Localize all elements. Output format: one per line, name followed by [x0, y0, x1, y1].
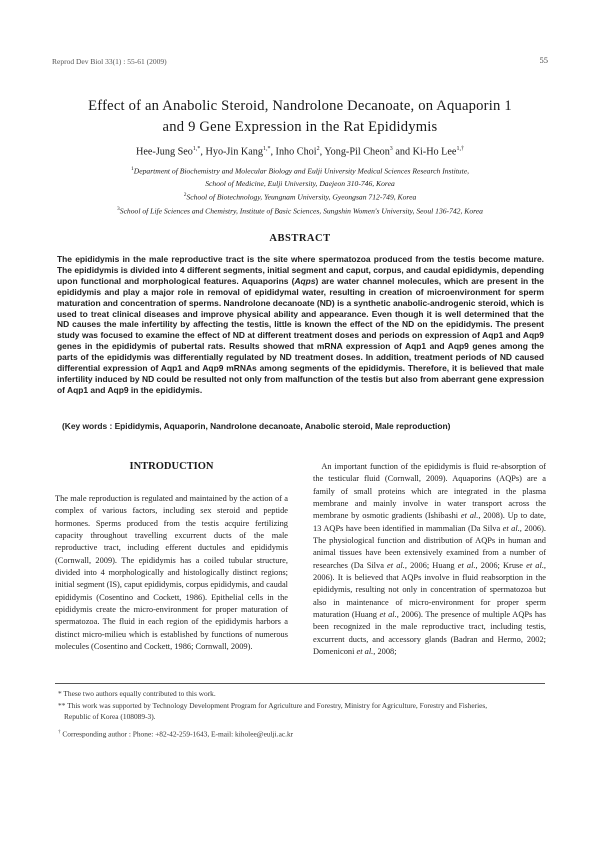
affiliation-marker: 2	[183, 192, 187, 198]
introduction-left-column: The male reproduction is regulated and maintained by the action of a complex of various factors, including sex steroid and peptide hormones. Sperms produced from the testis acquire fertilizing capacity throughout travelling excurrent ducts of the male reproductive tract, including efferent ductules and epididymis (Cornwall, 2009). The epididymis has a coiled tubular structure, divided into 4 morphologically and histologically distinct regions; initial segment (IS), caput epididymis, corpus epididymis, and caudal epididymis (Cosentino and Cockett, 1986). Epithelial cells in the epididymis create the micro-environment for proper maturation of spermatozoa. The fluid in each region of the epididymis harbors a distinct micro-milieu which is established by functions of numerous molecules (Cosentino and Cockett, 1986; Cornwall, 2009).	[55, 494, 288, 652]
footnote-divider	[55, 683, 545, 684]
author-name: Yong-Pil Cheon	[324, 146, 390, 158]
affiliation-text: School of Life Sciences and Chemistry, Institute of Basic Sciences, Sungshin Women's University, Seoul 136-742, Korea	[119, 206, 483, 216]
author-list: Hee-Jung Seo$^{1,*}$, Hyo-Jin Kang$^{1,*}$, Inho Choi$^2$, Yong-Pil Cheon$^3$ and Ki-Ho Lee$^{1,\dagger}$	[136, 146, 464, 158]
affiliation-1	[40, 163, 560, 191]
title-line-2: and 9 Gene Expression in the Rat Epididymis	[162, 119, 438, 135]
affiliation-text: School of Medicine, Eulji University, Daejeon 310-746, Korea	[205, 179, 395, 189]
affiliation-2	[40, 189, 560, 204]
footnote-corresponding-author: † Corresponding author : Phone: +82-42-259-1643, E-mail: kiholee@eulji.ac.kr	[58, 729, 294, 739]
abstract-heading: ABSTRACT	[269, 233, 331, 244]
introduction-heading: INTRODUCTION	[129, 461, 214, 472]
author-name: Ki-Ho Lee	[412, 146, 457, 158]
introduction-right-column: An important function of the epididymis is fluid re-absorption of the testicular fluid (Cornwall, 2009). Aquaporins (AQPs) are a family of small proteins which are integrated in the plasma membrane and mainly involve in water transport across the membrane by osmotic gradients (Ishibashi et al., 2008). Up to date, 13 AQPs have been identified in mammalian (Da Silva et al., 2006). The physiological function and distribution of AQPs in human and animal tissues have been extensively examined from a number of researches (Da Silva et al., 2006; Huang et al., 2006; Kruse et al., 2006). It is believed that AQPs involve in fluid reabsorption in the epididymis, resulting not only in concentration of spermatozoa but also in maintenance of micro-environment for proper sperm maturation (Huang et al., 2006). The presence of multiple AQPs has been recognized in the male reproductive tract, including testis, excurrent ducts, and accessory glands (Badran and Hermo, 2002; Domeniconi et al., 2008;	[313, 462, 547, 657]
abstract-body: The epididymis in the male reproductive tract is the site where spermatozoa produced from the testis become mature. The epididymis is divided into 4 different segments, initial segment and caput, corpus, and caudal epididymis, depending upon functional and morphological features. Aquaporins (Aqps) are water channel molecules, which are present in the epididymis and play a major role in removal of epididymal water, resulting in creation of microenvironment for sperm maturation and concentration of sperms. Nandrolone decanoate (ND) is a synthetic anabolic-androgenic steroid, which is used to treat clinical diseases and improve physical ability and appearance. Even though it is well determined that the ND causes the male infertility by affecting the testis, little is known the effect of the ND on the epididymis. The present study was focused to examine the effect of ND at different treatment doses and periods on expression of Aqp1 and Aqp9 genes in the epididymis of pubertal rats. Results showed that mRNA expression of Aqp1 and Aqp9 genes among the parts of the epididymis was differentially regulated by ND treatment doses. In addition, treatment periods of ND caused differential expression of Aqp1 and Aqp9 mRNAs among segments of the epididymis. Therefore, it is believed that male infertility induced by ND could be resulted not only from malfunction of the testis but also from aberrant gene expression of Aqp1 and Aqp9 in the epididymis.	[57, 254, 544, 395]
author-marker: 1,*	[192, 146, 201, 152]
affiliation-3	[40, 203, 560, 218]
title-line-1: Effect of an Anabolic Steroid, Nandrolone Decanoate, on Aquaporin 1	[88, 98, 512, 114]
author-marker: 1,*	[262, 146, 271, 152]
journal-header: Reprod Dev Biol 33(1) : 55-61 (2009)	[52, 57, 167, 66]
author-marker: 1,†	[456, 146, 464, 152]
author-name: Hyo-Jin Kang	[205, 146, 263, 158]
footnote-funding: ** This work was supported by Technology Development Program for Agriculture and Forestry, Ministry for Agriculture, Forestry and Fisheries, Republic of Korea (108089-3).	[58, 701, 488, 721]
author-name: Hee-Jung Seo	[136, 146, 193, 158]
keywords: (Key words : Epididymis, Aquaporin, Nandrolone decanoate, Anabolic steroid, Male reproduction)	[62, 421, 451, 431]
article-title	[40, 96, 560, 138]
footnote-equal-contribution: * These two authors equally contributed to this work.	[58, 689, 216, 698]
affiliation-text: Department of Biochemistry and Molecular Biology and Eulji University Medical Sciences Research Institute,	[133, 166, 469, 176]
author-marker: 3	[389, 146, 393, 152]
affiliation-text: School of Biotechnology, Yeungnam University, Gyeongsan 712-749, Korea	[186, 192, 417, 202]
affiliation-marker: 3	[117, 206, 120, 212]
page-number: 55	[539, 55, 548, 65]
affiliation-marker: 1	[131, 166, 134, 172]
author-marker: 2	[316, 146, 320, 152]
author-name: Inho Choi	[275, 146, 317, 158]
